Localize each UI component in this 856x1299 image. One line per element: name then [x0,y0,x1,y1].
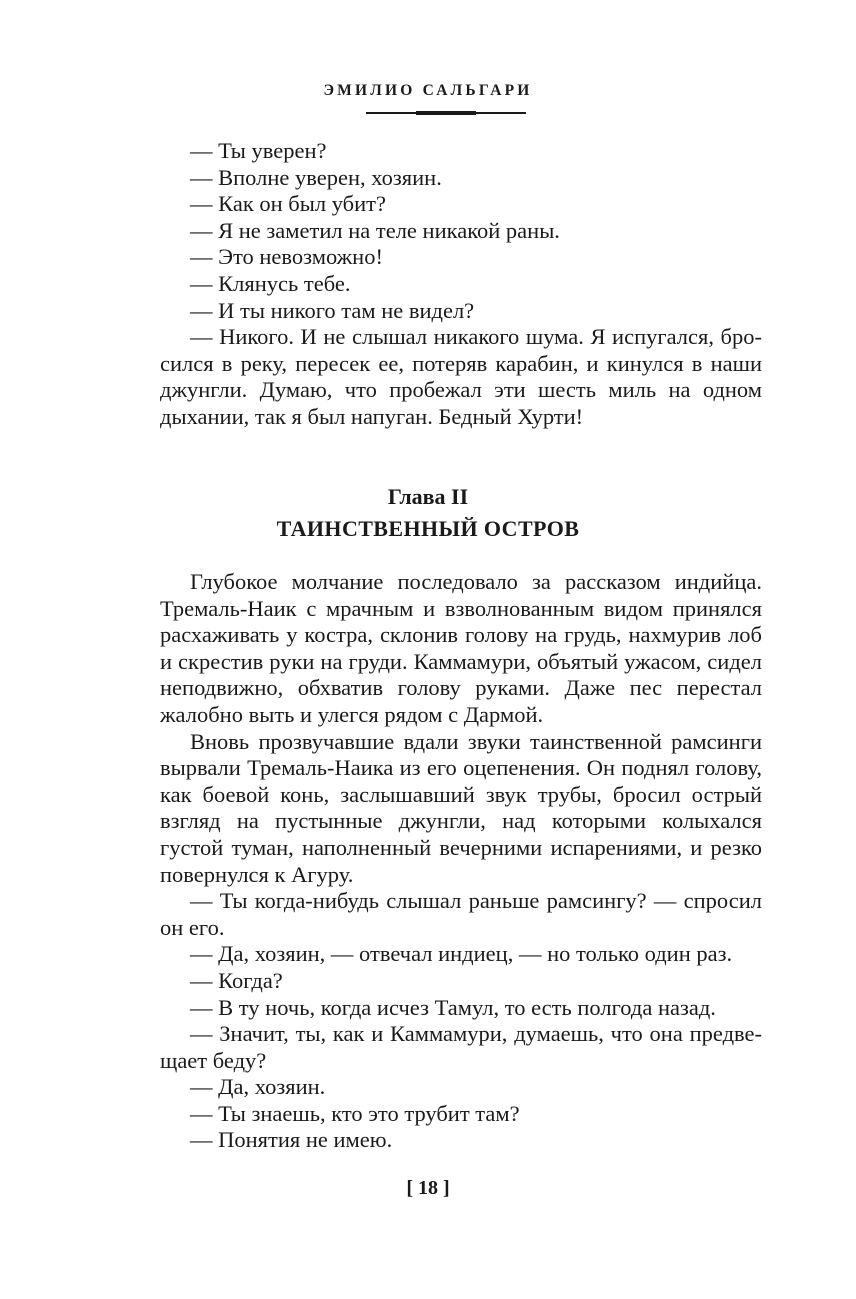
running-head-rule-accent [416,111,476,115]
paragraph: — В ту ночь, когда исчез Тамул, то есть полгода назад. [190,994,716,1020]
paragraph: — Это невозможно! [190,244,383,270]
paragraph: — Ты уверен? [190,138,327,163]
paragraph: — Да, хозяин. [190,1074,326,1100]
paragraph: — И ты никого там не видел? [190,297,475,323]
chapter-label: Глава II [387,484,469,509]
paragraph: — Значит, ты, как и Каммамури, думаешь, что она предвещает беду? [160,1021,762,1073]
paragraph: Вновь прозвучавшие вдали звуки таинственной рамсинги вырвали Тремаль-Наика из его оцепенения. Он поднял голову, как боевой конь, заслышавший звук трубы, бросил острый взгляд на пустынные джунгли, над которыми колыхался густой туман, наполненный вечерними испарениями, и резко повернулся к Агуру. [160,728,762,887]
chapter-title: ТАИНСТВЕННЫЙ ОСТРОВ [276,516,580,541]
chapter-text-block [160,569,762,1154]
paragraph: — Да, хозяин, — отвечал индиец, — но только один раз. [190,941,733,967]
paragraph: — Когда? [190,967,283,993]
page-number: [ 18 ] [406,1177,450,1199]
paragraph: — Вполне уверен, хозяин. [190,164,442,190]
paragraph: — Клянусь тебе. [190,270,351,296]
paragraph: — Ты знаешь, кто это трубит там? [190,1100,520,1126]
paragraph: — Как он был убит? [190,191,386,217]
paragraph: — Ты когда-нибудь слышал раньше рамсингу? — спросил он его. [160,888,762,940]
dialogue-block-top [160,138,762,431]
paragraph: — Я не заметил на теле никакой раны. [190,217,560,243]
paragraph: — Понятия не имею. [190,1127,393,1153]
running-head: ЭМИЛИО САЛЬГАРИ [323,82,533,99]
paragraph: Глубокое молчание последовало за рассказом индийца. Тремаль-Наик с мрачным и взволнованным видом принялся расхаживать у костра, склонив голову на грудь, нахмурив лоб и скрестив руки на груди. Каммамури, объятый ужасом, сидел неподвижно, обхватив голову руками. Даже пес перестал жалобно выть и улегся рядом с Дармой. [160,569,762,727]
paragraph: — Никого. И не слышал никакого шума. Я испугался, бросился в реку, пересек ее, потеряв карабин, и кинулся в наши джунгли. Думаю, что пробежал эти шесть миль на одном дыхании, так я был напуган. Бедный Хурти! [160,324,762,429]
